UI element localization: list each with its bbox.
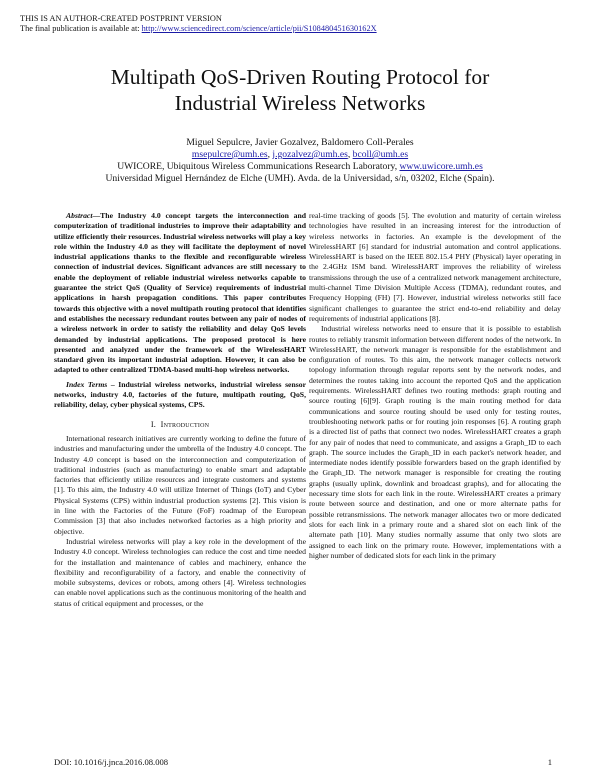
- email-sep-1: ,: [267, 149, 273, 160]
- publication-link[interactable]: http://www.sciencedirect.com/science/article/pii/S108480451630162X: [141, 24, 377, 33]
- email-link-1[interactable]: msepulcre@umh.es: [191, 149, 268, 160]
- abstract-text: —The Industry 4.0 concept targets the interconnection and computerization of traditional industries to improve their adaptability and utilize efficiently their resources. Industrial wireless networks will play a key role within the Industry 4.0 as they will facilitate the deployment of novel industrial applications thanks to the flexible and reconfigurable wireless connection of industrial devices. Significant advances are still necessary to enable the deployment of reliable industrial wireless networks capable to guarantee the strict QoS (Quality of Service) requirements of industrial applications in harsh propagation conditions. This paper contributes towards this objective with a novel multipath routing protocol that identifies and establishes the necessary redundant routes between any pair of nodes of a wireless network in order to satisfy the reliability and delay QoS levels demanded by industrial applications. The proposed protocol is here presented and analyzed under the framework of the WirelessHART standard given its important industrial adoption. However, it can also be adapted to other centralized TDMA-based multi-hop wireless networks.: [54, 211, 306, 375]
- index-terms-text: – Industrial wireless networks, industrial wireless sensor networks, industry 4.0, factories of the future, multipath routing, QoS, reliability, delay, cyber physical systems, CPS.: [54, 379, 306, 410]
- paragraph: Industrial wireless networks need to ensure that it is possible to establish routes to reliably transmit information between different nodes of the network. In WirelessHART, the network manager is responsible for the establishment and configuration of routes. To this aim, the network manager collects network topology information through regular reports sent by the network nodes, and determines the routes taking into account the reported QoS and the application requirements. WirelessHART defines two routing methods: graph routing and source routing [6][9]. Graph routing is the main routing method for data communications and source routing should be used only for testing routes, troubleshooting network paths or for routing join responses [6]. A routing graph is a directed list of paths that connect two nodes. WirelessHART creates a graph for any pair of nodes that need to communicate, and assigns a Graph_ID to each graph. The source includes the Graph_ID in each packet's network header, and intermediate nodes identify possible forwarders based on the graph identified by the Graph_ID. The network manager is responsible for creating the routing graphs (usually uplink, downlink and broadcast graphs), and for allocating the necessary time slots for each link in the route. WirelessHART creates a primary route between source and destination, and one or more alternate paths for possible retransmissions. The network manager allocates two or more dedicated slots for each link in a primary route and a shared slot on each link of the alternate path [10]. Many studies normally assume that only two slots are assigned to each link on the primary route. However, implementations with a higher number of dedicated slots for each link in the primary: [309, 324, 561, 560]
- email-sep-2: ,: [347, 149, 353, 160]
- author-emails: [0, 149, 600, 161]
- index-terms: [54, 380, 306, 411]
- publication-line: [20, 24, 580, 34]
- right-column: [309, 211, 561, 561]
- index-terms-label: Index Terms: [66, 379, 108, 389]
- affiliation-1-text: UWICORE, Ubiquitous Wireless Communications Research Laboratory,: [117, 161, 400, 172]
- postprint-header: [20, 14, 580, 34]
- affiliation-1-link[interactable]: www.uwicore.umh.es: [399, 161, 483, 172]
- section-heading-introduction: [54, 420, 306, 430]
- author-names: Miguel Sepulcre, Javier Gozalvez, Baldomero Coll-Perales: [186, 137, 414, 148]
- paragraph: Industrial wireless networks will play a key role in the development of the Industry 4.0 concept. Wireless technologies can reduce the cost and time needed for the installation and maintenance of cables and machinery, enhance the flexibility and reconfigurability of a factory, and enable the connectivity of mobile subsystems, devices or robots, among others [4]. Wireless technologies can enable novel applications such as the continuous monitoring of the health and status of critical equipment and processes, or the: [54, 536, 306, 608]
- paper-title: [0, 64, 600, 116]
- publication-prefix: The final publication is available at:: [20, 24, 142, 33]
- title-line-1: Multipath QoS-Driven Routing Protocol for: [110, 65, 490, 89]
- abstract: [54, 211, 306, 376]
- email-link-2[interactable]: j.gozalvez@umh.es: [272, 149, 348, 160]
- left-column: [54, 211, 306, 609]
- postprint-notice: THIS IS AN AUTHOR-CREATED POSTPRINT VERSION: [20, 14, 222, 23]
- author-block: [0, 137, 600, 185]
- abstract-label: Abstract: [66, 211, 93, 220]
- section-number: I.: [150, 419, 157, 429]
- page-number: 1: [547, 757, 552, 767]
- paragraph: International research initiatives are currently working to define the future of industries and manufacturing under the umbrella of the Industry 4.0 concept. The Industry 4.0 concept is based on the interconnection and computerization of traditional industries (such as manufacturing) to enable smart and adaptable factories that efficiently utilize resources and integrate customers and systems [1]. To this aim, the Industry 4.0 will utilize Internet of Things (IoT) and Cyber Physical Systems (CPS) within industrial production systems [2]. This vision is in line with the Factories of the Future (FoF) roadmap of the European Commission [3] that also includes networked factories as a high priority and objective.: [54, 433, 306, 536]
- title-line-2: Industrial Wireless Networks: [174, 91, 426, 115]
- email-link-3[interactable]: bcoll@umh.es: [352, 149, 409, 160]
- section-title: Introduction: [160, 419, 210, 429]
- affiliation-2: Universidad Miguel Hernández de Elche (UMH). Avda. de la Universidad, s/n, 03202, Elche (Spain).: [105, 173, 495, 184]
- footer-doi: DOI: 10.1016/j.jnca.2016.08.008: [54, 757, 169, 767]
- affiliation-1: [0, 161, 600, 173]
- paragraph: real-time tracking of goods [5]. The evolution and maturity of certain wireless technologies have resulted in an increasing interest for the introduction of wireless networks in factories. An example is the development of the WirelessHART [6] standard for industrial automation and control applications. WirelessHART is based on the IEEE 802.15.4 PHY (Physical) layer operating in the 2.4GHz ISM band. WirelessHART improves the reliability of wireless transmissions through the use of a centralized network management architecture, multi-channel Time Division Multiple Access (TDMA), redundant routes, and Frequency Hopping (FH) [7]. However, industrial wireless networks still face significant challenges to guarantee the strict end-to-end reliability and delay requirements of industrial applications [8].: [309, 211, 561, 323]
